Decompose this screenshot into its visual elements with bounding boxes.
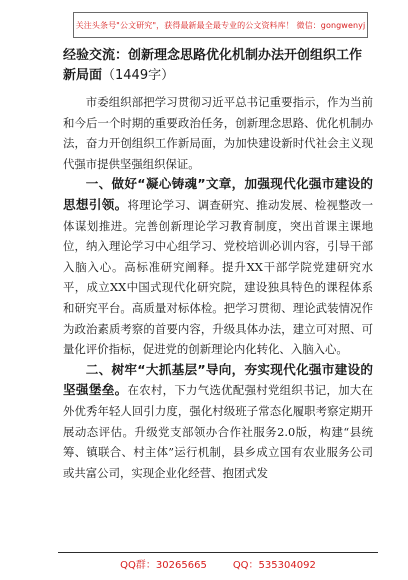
top-banner	[73, 12, 368, 38]
qq-group: QQ群：30265665	[120, 560, 207, 571]
paragraph-text: 市委组织部把学习贯彻习近平总书记重要指示，作为当前和今后一个时期的重要政治任务，创新理念思路、优化机制办法，奋力开创组织工作新局面，为加快建设新时代社会主义现代强市提供坚强组织保证。	[63, 95, 373, 171]
section-heading-1: 一、做好“凝心铸魂”文章，加强现代化强市建设的思想引领。	[63, 176, 373, 212]
qq-number: QQ：535304092	[232, 560, 316, 571]
footer-contact	[58, 552, 378, 571]
paragraph-text: 在农村，下力气选优配强村党组织书记，加大在外优秀年轻人回引力度，强化村级班子常态化履职考察定期开展动态评估。升级党支部领办合作社服务2.0版，构建“县统筹、镇联合、村主体”运行机制，县乡成立国有农业服务公司或共富公司，实现企业化经营、抱团式发	[63, 383, 373, 480]
paragraph-section-2	[63, 360, 373, 484]
paragraph-intro	[63, 92, 373, 174]
section-heading-2: 二、树牢“大抓基层”导向，夯实现代化强市建设的坚强堡垒。	[63, 361, 373, 398]
document-title	[63, 46, 373, 86]
banner-text: 关注头条号"公文研究"，获得最新最全最专业的公文资料库！ 微信：gongwenyj	[75, 20, 366, 30]
title-text: 经验交流：创新理念思路优化机制办法开创组织工作新局面	[63, 48, 363, 83]
paragraph-text: 将理论学习、调查研究、推动发展、检视整改一体谋划推进。完善创新理论学习教育制度，突出首课主课地位，纳入理论学习中心组学习、党校培训必训内容，引导干部入脑入心。高标准研究阐释。提升XX干部学院党建研究水平，成立XX中国式现代化研究院，建设独具特色的课程体系和研究平台。高质量对标体检。把学习贯彻、理论武装情况作为政治素质考察的首要内容，升级具体办法，建立可对照、可量化评价指标，促进党的创新理论内化转化、入脑入心。	[63, 197, 373, 357]
word-count: （1449字）	[102, 68, 175, 83]
paragraph-section-1	[63, 174, 373, 359]
document-body	[63, 46, 373, 483]
